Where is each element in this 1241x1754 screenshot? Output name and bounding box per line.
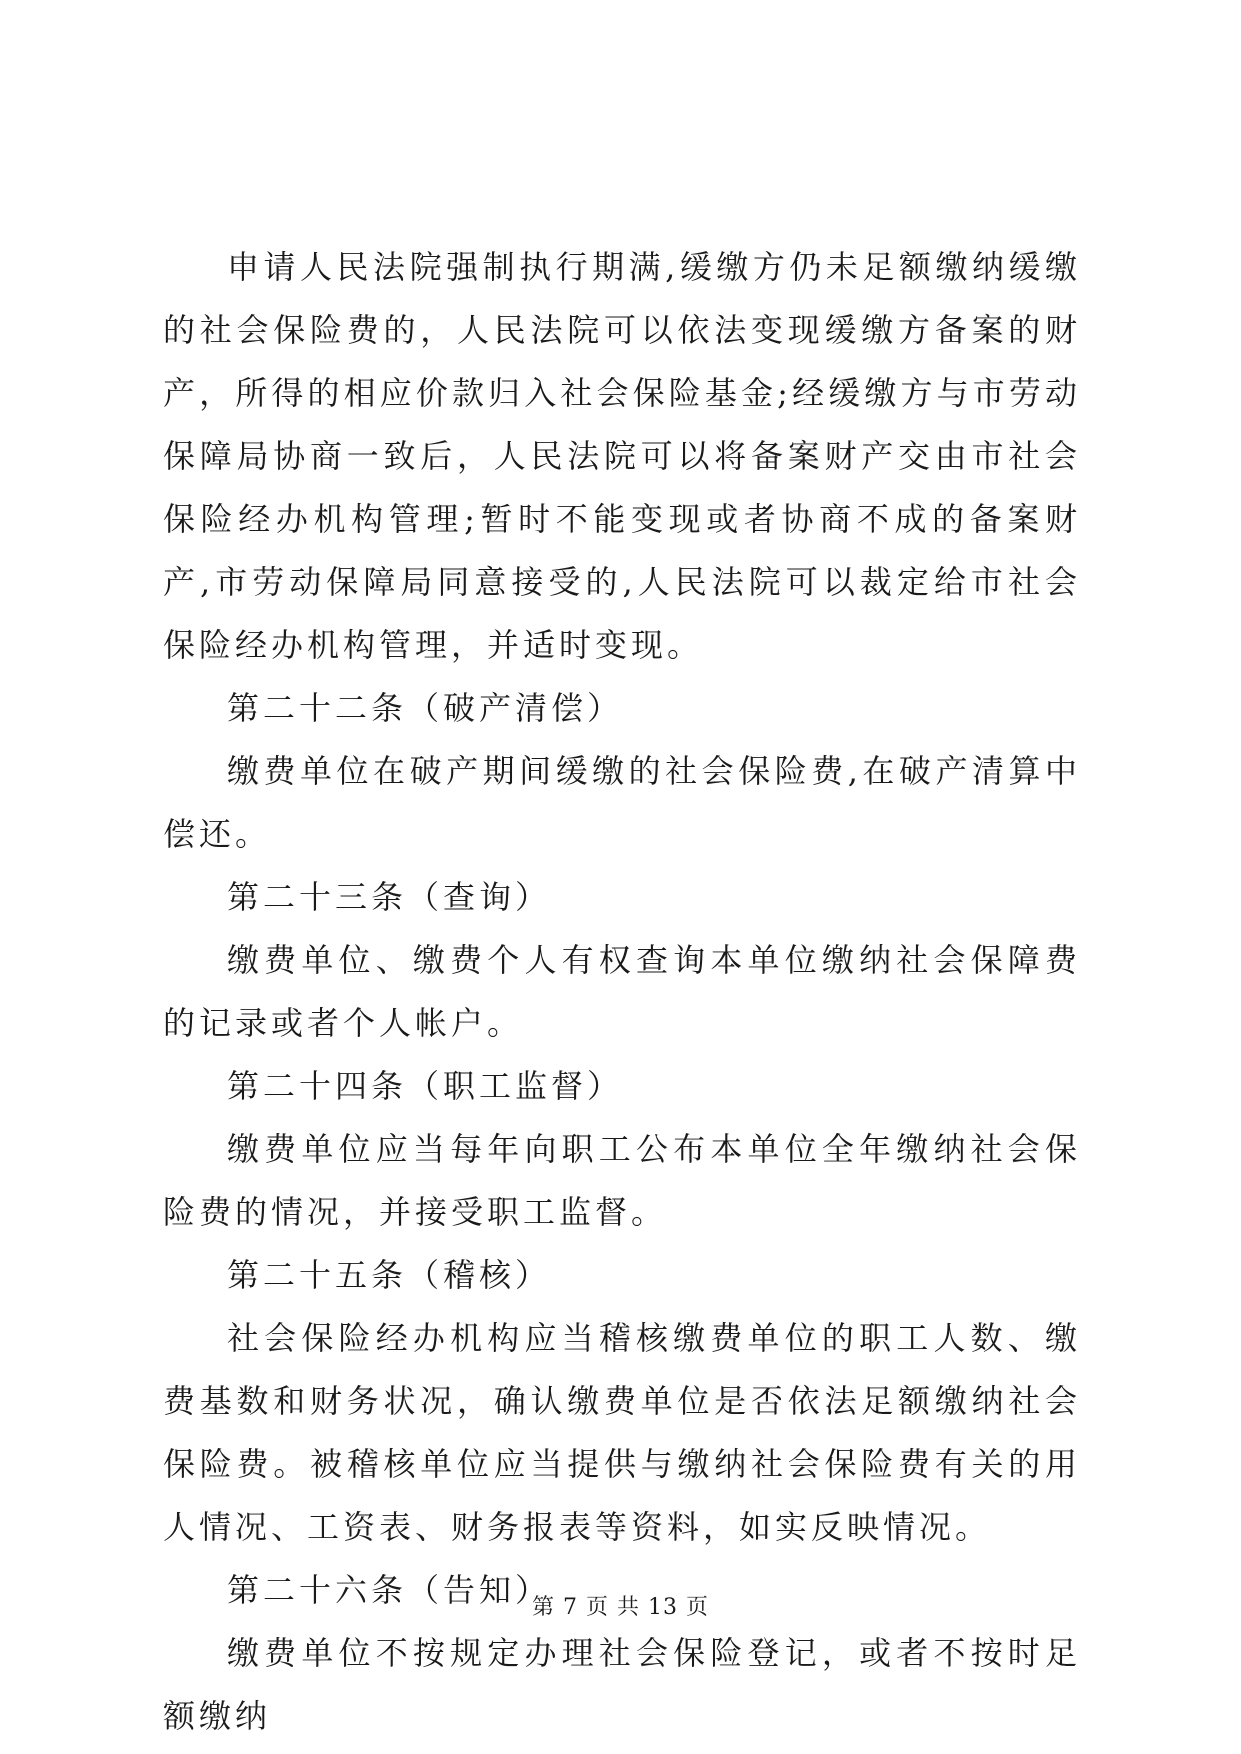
article-23-heading: 第二十三条（查询） (227, 878, 552, 916)
document-body (163, 236, 1081, 1748)
article-26-heading: 第二十六条（告知） (227, 1571, 552, 1609)
paragraph-notice: 缴费单位不按规定办理社会保险登记，或者不按时足额缴纳 (163, 1634, 1081, 1735)
article-22-heading: 第二十二条（破产清偿） (227, 689, 624, 727)
paragraph-supervision: 缴费单位应当每年向职工公布本单位全年缴纳社会保险费的情况，并接受职工监督。 (163, 1130, 1081, 1231)
paragraph-enforcement: 申请人民法院强制执行期满,缓缴方仍未足额缴纳缓缴的社会保险费的，人民法院可以依法变现缓缴方备案的财产，所得的相应价款归入社会保险基金;经缓缴方与市劳动保障局协商一致后，人民法院可以将备案财产交由市社会保险经办机构管理;暂时不能变现或者协商不成的备案财产,市劳动保障局同意接受的,人民法院可以裁定给市社会保险经办机构管理，并适时变现。 (163, 248, 1081, 664)
paragraph-audit: 社会保险经办机构应当稽核缴费单位的职工人数、缴费基数和财务状况，确认缴费单位是否依法足额缴纳社会保险费。被稽核单位应当提供与缴纳社会保险费有关的用人情况、工资表、财务报表等资料，如实反映情况。 (163, 1319, 1081, 1546)
article-24-heading: 第二十四条（职工监督） (227, 1067, 624, 1105)
paragraph-inquiry: 缴费单位、缴费个人有权查询本单位缴纳社会保障费的记录或者个人帐户。 (163, 941, 1081, 1042)
paragraph-bankruptcy: 缴费单位在破产期间缓缴的社会保险费,在破产清算中偿还。 (163, 752, 1081, 853)
page-number-footer: 第 7 页 共 13 页 (532, 1595, 709, 1620)
article-25-heading: 第二十五条（稽核） (227, 1256, 552, 1294)
